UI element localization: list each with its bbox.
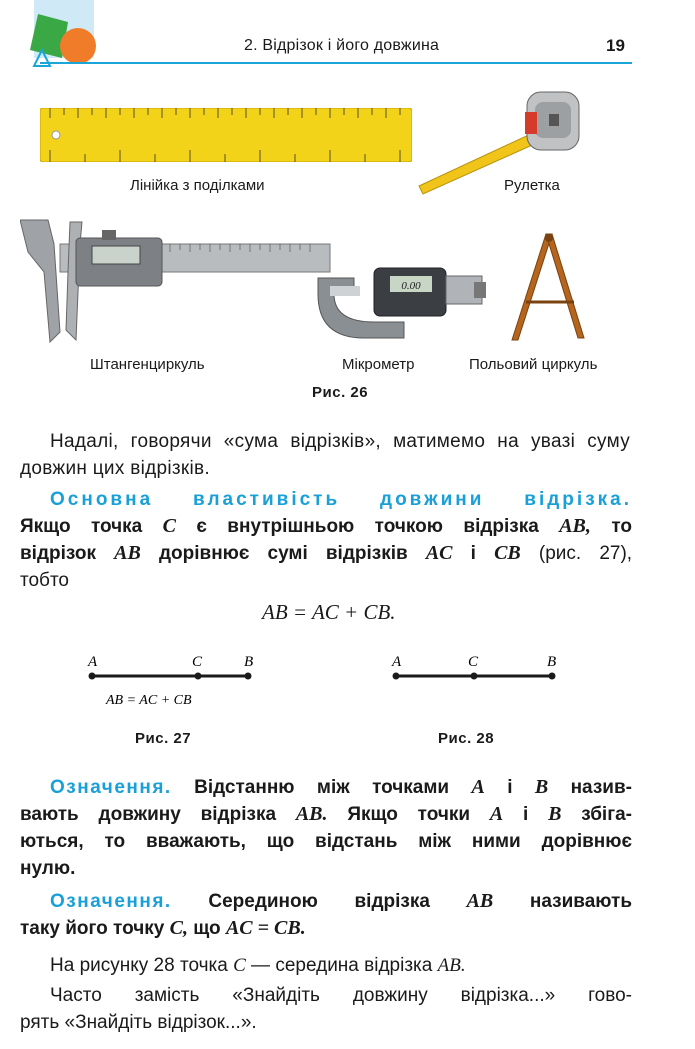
paragraph-1-text: Надалі, говорячи «сума відрізків», матимемо на увазі суму довжин цих відрізків. xyxy=(20,431,630,479)
definition-2-AB: AB xyxy=(466,890,494,912)
definition-1-line1-end: назив- xyxy=(570,777,632,798)
definition-2-line1: Серединою відрізка xyxy=(208,891,430,912)
definition-1-A: A xyxy=(471,776,485,798)
paragraph-3-line2: рять «Знайдіть відрізок...». xyxy=(20,1012,257,1033)
property-AC: AC xyxy=(425,542,453,564)
definition-1-i: і xyxy=(507,777,513,798)
property-formula: AB = AC + CB. xyxy=(262,600,396,624)
chapter-logo xyxy=(12,0,102,80)
definition-1-AB: AB. xyxy=(295,803,328,825)
paragraph-2-C: C xyxy=(233,955,246,976)
definition-2-term: Означення. xyxy=(50,891,172,912)
fig27-point-A: A xyxy=(88,654,98,670)
caliper-image xyxy=(20,212,332,344)
definition-2-eq: AC = CB. xyxy=(225,917,306,939)
definition-midpoint xyxy=(20,888,632,942)
definition-distance xyxy=(20,774,632,882)
property-line2a: відрізок xyxy=(20,543,96,564)
property-line1a: Якщо точка xyxy=(20,516,143,537)
property-AB2: AB xyxy=(114,542,141,564)
caption-micrometer: Мікрометр xyxy=(342,356,415,373)
property-ref: (рис. 27), xyxy=(538,543,633,564)
definition-2-line2b: що xyxy=(193,918,221,939)
figure-27 xyxy=(80,648,280,714)
definition-1-i2: і xyxy=(523,804,529,825)
paragraph-2-AB: AB. xyxy=(437,955,466,976)
fig28-point-C: C xyxy=(468,654,479,670)
fig27-equation: AB = AC + CB xyxy=(106,693,192,708)
definition-2-line2: таку його точку xyxy=(20,918,165,939)
figure-27-label: Рис. 27 xyxy=(135,730,192,747)
definition-1-line3: ються, то вважають, що відстань між ними дорівнює xyxy=(20,831,632,852)
definition-1-A2: A xyxy=(489,803,504,825)
paragraph-2-a: На рисунку 28 точка xyxy=(50,955,228,976)
property-line1c: то xyxy=(611,516,632,537)
caption-compass: Польовий циркуль xyxy=(469,356,598,373)
property-i: і xyxy=(470,543,476,564)
property-C: C xyxy=(162,515,176,537)
definition-2-C: C, xyxy=(169,917,188,939)
property-block xyxy=(20,486,632,594)
definition-1-line2b: Якщо точки xyxy=(347,804,471,825)
definition-1-line2-end: збіга- xyxy=(581,804,633,825)
property-line1b: є внутрішньою точкою відрізка xyxy=(196,516,539,537)
paragraph-midpoint-example xyxy=(20,952,632,979)
property-line2b: дорівнює сумі відрізків xyxy=(158,543,408,564)
fig28-point-B: B xyxy=(547,654,557,670)
figure-28 xyxy=(384,648,574,688)
property-title: Основна властивість довжини відрізка. xyxy=(50,489,632,510)
ruler-image xyxy=(40,108,412,162)
micrometer-image xyxy=(314,258,488,342)
definition-1-B: B xyxy=(534,776,549,798)
caption-ruler: Лінійка з поділками xyxy=(130,177,265,194)
paragraph-find-segment xyxy=(20,982,632,1036)
definition-1-line1: Відстанню між точками xyxy=(194,777,450,798)
definition-1-term: Означення. xyxy=(50,777,172,798)
page-number: 19 xyxy=(606,36,625,55)
caption-caliper: Штангенциркуль xyxy=(90,356,205,373)
figure-26-label: Рис. 26 xyxy=(312,384,369,401)
property-CB: CB xyxy=(494,542,521,564)
micrometer-display: 0.00 xyxy=(401,280,421,292)
definition-2-line1-end: називають xyxy=(529,891,633,912)
figure-28-label: Рис. 28 xyxy=(438,730,495,747)
fig28-point-A: A xyxy=(392,654,402,670)
fig27-point-C: C xyxy=(192,654,203,670)
property-AB: AB, xyxy=(559,515,591,537)
header-rule xyxy=(40,62,632,64)
running-head: 2. Відрізок і його довжина xyxy=(244,37,440,54)
definition-1-line4: нулю. xyxy=(20,858,76,879)
definition-1-line2a: вають довжину відрізка xyxy=(20,804,277,825)
property-line3: тобто xyxy=(20,570,69,591)
paragraph-3-line1: Часто замість «Знайдіть довжину відрізка...» гово- xyxy=(50,985,632,1006)
field-compass-image xyxy=(500,232,592,344)
paragraph-sum-of-segments xyxy=(20,428,630,482)
definition-1-B2: B xyxy=(548,803,562,825)
caption-tape: Рулетка xyxy=(504,177,560,194)
fig27-point-B: B xyxy=(244,654,254,670)
paragraph-2-b: — середина відрізка xyxy=(251,955,433,976)
